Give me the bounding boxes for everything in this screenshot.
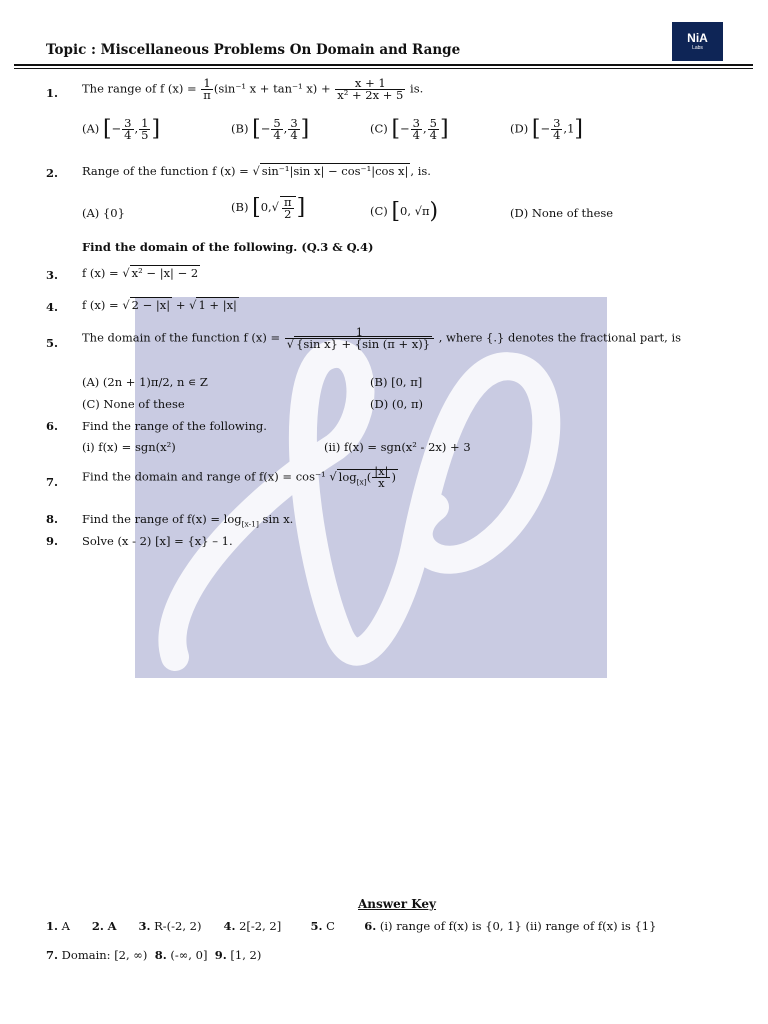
- option-num: 5: [273, 116, 281, 130]
- q1-option-d: (D) [− $\frac{3}{4}$ ,1]: [510, 116, 583, 142]
- header-rule-thin: [14, 68, 753, 69]
- q7-frac-den: x: [378, 476, 385, 490]
- q5-tail: , where {.} denotes the fractional part, is: [438, 330, 682, 345]
- question-number: 8.: [46, 512, 59, 526]
- option-den: 4: [429, 128, 437, 142]
- answer-number: 3.: [138, 919, 151, 933]
- answer-value: A: [107, 919, 117, 933]
- option-label: (C): [370, 121, 388, 136]
- q7-log: log: [338, 469, 357, 484]
- q2-option-c: (C) [0, √π): [370, 199, 439, 224]
- option-num: 3: [290, 116, 298, 130]
- q7-frac-num: |x|: [374, 464, 389, 478]
- answer-value: [1, 2): [230, 948, 262, 962]
- question-1: [82, 78, 423, 101]
- q5-fraction: [285, 327, 434, 350]
- q8-tail: sin x.: [262, 512, 294, 526]
- question-number: 4.: [46, 300, 59, 314]
- answer-number: 7.: [46, 948, 59, 962]
- q2-radicand: sin⁻¹|sin x| − cos⁻¹|cos x|: [261, 164, 409, 178]
- q5-fx: f (x) =: [243, 330, 281, 345]
- q4-radicand-1: 2 − |x|: [131, 298, 171, 312]
- q1-text: The range of: [82, 81, 157, 96]
- option-value: 0,: [260, 200, 272, 214]
- q5-radicand: {sin x} + {sin (π + x)}: [296, 337, 431, 351]
- q7-log-base: [x]: [356, 476, 367, 486]
- q1-fraction-2: [335, 78, 405, 101]
- question-number: 7.: [46, 475, 59, 489]
- question-4: f (x) = √ 2 − |x| + √ 1 + |x|: [82, 298, 237, 312]
- q5-text: The domain of the function: [82, 330, 240, 345]
- q8-log-base: [x-1]: [241, 519, 259, 529]
- q1-tail: is.: [410, 81, 424, 96]
- q3-fx: f (x) =: [82, 266, 119, 280]
- question-3: f (x) = √ x² − |x| − 2: [82, 266, 199, 280]
- answer-value: (i) range of f(x) is {0, 1} (ii) range of f(x) is {1}: [379, 919, 657, 933]
- answer-value: R-(-2, 2): [154, 919, 202, 933]
- q2-fx: f (x) =: [212, 164, 249, 178]
- q5-option-a: (A) (2n + 1)π/2, n ∊ Z: [82, 375, 208, 389]
- option-num: 3: [124, 116, 132, 130]
- question-2: Range of the function f (x) = √ sin⁻¹|sin x| − cos⁻¹|cos x| , is.: [82, 164, 431, 178]
- option-den: 4: [273, 128, 281, 142]
- option-value: 1: [567, 121, 575, 136]
- option-num: 5: [429, 116, 437, 130]
- option-label: (C): [370, 204, 388, 218]
- question-number: 1.: [46, 86, 59, 100]
- answer-number: 4.: [223, 919, 236, 933]
- q1-frac-num: 1: [201, 78, 213, 90]
- q8-text: Find the range of f(x) = log: [82, 512, 242, 526]
- option-den: 2: [284, 207, 292, 221]
- q1-option-a: (A) [− $\frac{3}{4}$ , $\frac{1}{5}$ ]: [82, 116, 161, 142]
- q4-radicand-2: 1 + |x|: [198, 298, 237, 312]
- answer-number: 2.: [91, 919, 104, 933]
- section-heading: Find the domain of the following. (Q.3 & Q.4): [82, 240, 374, 254]
- option-label: (B): [231, 121, 249, 136]
- q4-fx: f (x) =: [82, 298, 119, 312]
- question-number: 2.: [46, 166, 59, 180]
- question-number: 9.: [46, 534, 59, 548]
- q2-option-a: (A) {0}: [82, 206, 125, 220]
- answer-number: 1.: [46, 919, 59, 933]
- option-num: 1: [141, 116, 149, 130]
- q4-plus: +: [175, 298, 186, 312]
- q1-frac2-den: x² + 2x + 5: [337, 88, 404, 102]
- option-sign: −: [540, 121, 551, 136]
- q6-part-i: (i) f(x) = sgn(x²): [82, 440, 176, 454]
- answer-value: (-∞, 0]: [170, 948, 208, 962]
- option-den: 5: [141, 128, 149, 142]
- answer-value: 2[-2, 2]: [239, 919, 282, 933]
- logo-main-text: NiA: [687, 31, 708, 45]
- question-7: Find the domain and range of f(x) = cos⁻¹ √ $\log_{[x]}$( $\frac{|x|}{x}$ ): [82, 464, 396, 490]
- q7-text: Find the domain and range of f(x) = cos⁻¹: [82, 469, 326, 484]
- q1-frac2-num: x + 1: [335, 78, 405, 90]
- question-6: Find the range of the following.: [82, 419, 267, 433]
- q7-radicand: $\log_{[x]}$( $\frac{|x|}{x}$ ): [338, 464, 396, 490]
- question-number: 5.: [46, 336, 59, 350]
- option-label: (B): [231, 200, 249, 214]
- q5-option-d: (D) (0, π): [370, 397, 424, 411]
- q2-text: Range of the function: [82, 164, 209, 178]
- q5-option-c: (C) None of these: [82, 397, 185, 411]
- question-9: Solve (x - 2) [x] = {x} – 1.: [82, 534, 233, 548]
- option-den: 4: [412, 128, 420, 142]
- q1-option-b: (B) [− $\frac{5}{4}$ , $\frac{3}{4}$ ]: [231, 116, 310, 142]
- question-5: [82, 327, 681, 350]
- option-value: 0, √π: [400, 204, 430, 218]
- option-den: 4: [553, 128, 561, 142]
- answer-key-row-1: [46, 919, 656, 933]
- q3-radicand: x² − |x| − 2: [131, 266, 199, 280]
- q6-part-ii: (ii) f(x) = sgn(x² - 2x) + 3: [324, 440, 471, 454]
- answer-number: 5.: [310, 919, 323, 933]
- option-sign: −: [111, 121, 122, 136]
- option-num: π: [284, 195, 292, 209]
- option-num: 3: [553, 116, 561, 130]
- q5-frac-num: 1: [285, 327, 434, 339]
- answer-key-title: Answer Key: [358, 897, 437, 911]
- q2-option-b: (B) [0,√ $\frac{\pi}{2}$ ]: [231, 195, 306, 221]
- q1-fraction: [201, 78, 213, 101]
- q1-frac-den: π: [203, 88, 211, 102]
- question-8: [82, 512, 293, 528]
- q2-tail: , is.: [410, 164, 431, 178]
- question-number: 6.: [46, 419, 59, 433]
- answer-value: Domain: [2, ∞): [61, 948, 148, 962]
- question-number: 3.: [46, 268, 59, 282]
- option-num: 3: [412, 116, 420, 130]
- q5-option-b: (B) [0, π]: [370, 375, 423, 389]
- answer-value: C: [326, 919, 335, 933]
- q1-mid: (sin⁻¹ x + tan⁻¹ x) +: [213, 81, 331, 96]
- answer-number: 9.: [214, 948, 227, 962]
- answer-number: 6.: [364, 919, 377, 933]
- logo-sub-text: Labs: [692, 45, 703, 51]
- option-label: (A): [82, 121, 100, 136]
- q1-fx: f (x) =: [159, 81, 197, 96]
- option-sign: −: [400, 121, 410, 136]
- option-den: 4: [290, 128, 298, 142]
- option-label: (D): [510, 121, 529, 136]
- q1-option-c: (C) [− $\frac{3}{4}$ , $\frac{5}{4}$ ]: [370, 116, 449, 142]
- answer-value: A: [61, 919, 70, 933]
- nia-labs-logo: [672, 22, 723, 61]
- answer-number: 8.: [154, 948, 167, 962]
- q2-option-d: (D) None of these: [510, 206, 614, 220]
- option-sign: −: [260, 121, 271, 136]
- q5-frac-den: √ {sin x} + {sin (π + x)}: [286, 337, 431, 351]
- answer-key-row-2: [46, 948, 261, 962]
- page-title: Topic : Miscellaneous Problems On Domain and Range: [46, 42, 461, 58]
- option-den: 4: [124, 128, 132, 142]
- header-rule: [14, 64, 753, 66]
